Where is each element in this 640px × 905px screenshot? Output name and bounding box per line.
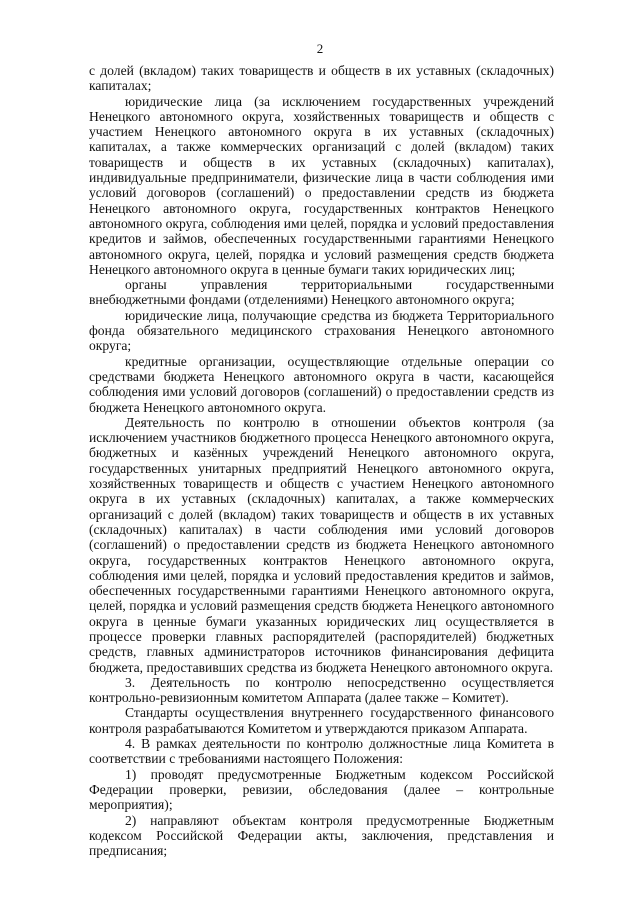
paragraph-tfoms-recipients: юридические лица, получающие средства из бюджета Территориального фонда обязательного медицинского страхования Ненецкого автономного округа; [89, 307, 554, 354]
paragraph-standards: Стандарты осуществления внутреннего государственного финансового контроля разрабатываются Комитетом и утверждаются приказом Аппарата. [89, 705, 554, 736]
paragraph-credit-organizations: кредитные организации, осуществляющие отдельные операции со средствами бюджета Ненецкого автономного округа в части, касающейся соблюдения ими условий договоров (соглашений) о предоставлении средств из бюджета Ненецкого автономного округа. [89, 353, 554, 415]
paragraph-item-4: 4. В рамках деятельности по контролю должностные лица Комитета в соответствии с требованиями настоящего Положения: [89, 736, 554, 767]
paragraph-subitem-1: 1) проводят предусмотренные Бюджетным кодексом Российской Федерации проверки, ревизии, обследования (далее – контрольные мероприятия); [89, 766, 554, 813]
document-body [89, 63, 554, 858]
paragraph-control-activity: Деятельность по контролю в отношении объектов контроля (за исключением участников бюджетного процесса Ненецкого автономного округа, бюджетных и казённых учреждений Ненецкого автономного округа, государственных унитарных предприятий Ненецкого автономного округа, хозяйственных товариществ и обществ с участием Ненецкого автономного округа в их уставных (складочных) капиталах, а также коммерческих организаций с долей (вкладом) таких товариществ и обществ в их уставных (складочных) капиталах) в части соблюдения ими условий договоров (соглашений) о предоставлении средств из бюджета Ненецкого автономного округа, государственных контрактов Ненецкого автономного округа, соблюдения ими целей, порядка и условий предоставления кредитов и займов, обеспеченных государственными гарантиями Ненецкого автономного округа, целей, порядка и условий размещения средств бюджета Ненецкого автономного округа в ценные бумаги указанных юридических лиц осуществляется в процессе проверки главных распорядителей (распорядителей) бюджетных средств, главных администраторов источников финансирования дефицита бюджета, предоставивших средства из бюджета Ненецкого автономного округа. [89, 414, 554, 675]
page-number: 2 [316, 41, 324, 56]
paragraph-extrabudgetary-funds: органы управления территориальными государственными внебюджетными фондами (отделениями) Ненецкого автономного округа; [89, 277, 554, 308]
paragraph-legal-entities: юридические лица (за исключением государственных учреждений Ненецкого автономного округа, хозяйственных товариществ и обществ с участием Ненецкого автономного округа в их уставных (складочных) капиталах, а также коммерческих организаций с долей (вкладом) таких товариществ и обществ в их уставных (складочных) капиталах), индивидуальные предприниматели, физические лица в части соблюдения ими условий договоров (соглашений) о предоставлении средств из бюджета Ненецкого автономного округа, государственных контрактов Ненецкого автономного округа, соблюдения ими целей, порядка и условий предоставления кредитов и займов, обеспеченных государственными гарантиями Ненецкого автономного округа, целей, порядка и условий размещения средств бюджета Ненецкого автономного округа в ценные бумаги таких юридических лиц; [89, 93, 554, 277]
paragraph-continuation: с долей (вкладом) таких товариществ и обществ в их уставных (складочных) капиталах; [89, 63, 554, 94]
paragraph-item-3: 3. Деятельность по контролю непосредственно осуществляется контрольно-ревизионным комитетом Аппарата (далее также – Комитет). [89, 674, 554, 706]
paragraph-subitem-2: 2) направляют объектам контроля предусмотренные Бюджетным кодексом Российской Федерации акты, заключения, представления и предписания; [89, 812, 554, 859]
